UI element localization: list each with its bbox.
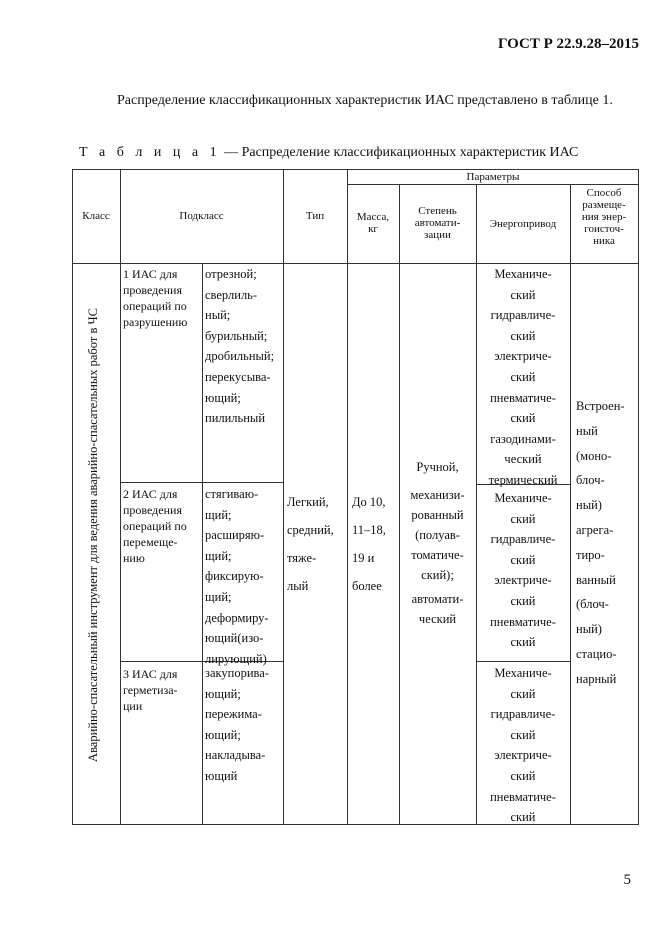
header-params: Параметры [466,171,520,183]
caption-label: Т а б л и ц а 1 [79,145,221,160]
header-power: Способ размеще- ния энер- гоисточ- ника [581,187,627,247]
header-subclass: Подкласс [179,210,224,222]
subclass-3-kinds: закупорива- ющий; пережима- ющий; накладыва- ющий [205,666,269,783]
header-class: Класс [82,210,110,222]
header-automation: Степень автомати- зации [414,205,461,241]
table-caption [79,145,578,161]
subclass-2-drives: Механиче- ский гидравличе- ский электриче- ский пневматиче- ский [490,491,556,650]
page-number: 5 [623,872,631,888]
subclass-2-kinds: стягиваю- щий; расширяю- щий; фиксирую- щий; деформиру- ющий(изо- лирующий) [205,487,269,666]
document-code: ГОСТ Р 22.9.28–2015 [497,36,639,52]
subclass-1-drives: Механиче- ский гидравличе- ский электриче- ский пневматиче- ский газодинами- ческий термический [488,267,558,487]
subclass-3-name: 3 ИАС для герметиза- ции [123,667,178,713]
header-type: Тип [305,210,325,222]
mass-value: До 10, 11–18, 19 и более [352,495,386,593]
automation-value: Ручной, механизи- рованный (полуав- томатиче- ский); автомати- ческий [410,460,465,626]
subclass-2-name: 2 ИАС для проведения операций по перемеще- нию [123,487,187,565]
header-drive: Энергопривод [489,218,557,230]
type-value: Легкий, средний, тяже- лый [287,495,334,593]
intro-paragraph: Распределение классификационных характеристик ИАС представлено в таблице 1. [117,93,613,108]
power-value: Встроен- ный (моно- блоч- ный) агрега- тиро- ванный (блоч- ный) стацио- нарный [576,399,625,686]
subclass-1-name: 1 ИАС для проведения операций по разрушению [123,267,188,329]
caption-text: — Распределение классификационных характеристик ИАС [220,145,579,160]
subclass-1-kinds: отрезной; сверлиль- ный; бурильный; дробильный; перекусыва- ющий; пилильный [205,267,275,426]
header-mass: Масса, кг [356,211,390,235]
subclass-3-drives: Механиче- ский гидравличе- ский электриче- ский пневматиче- ский [490,666,556,825]
class-value: Аварийно-спасательный инструмент для ведения аварийно-спасательных работ в ЧС [86,308,100,762]
